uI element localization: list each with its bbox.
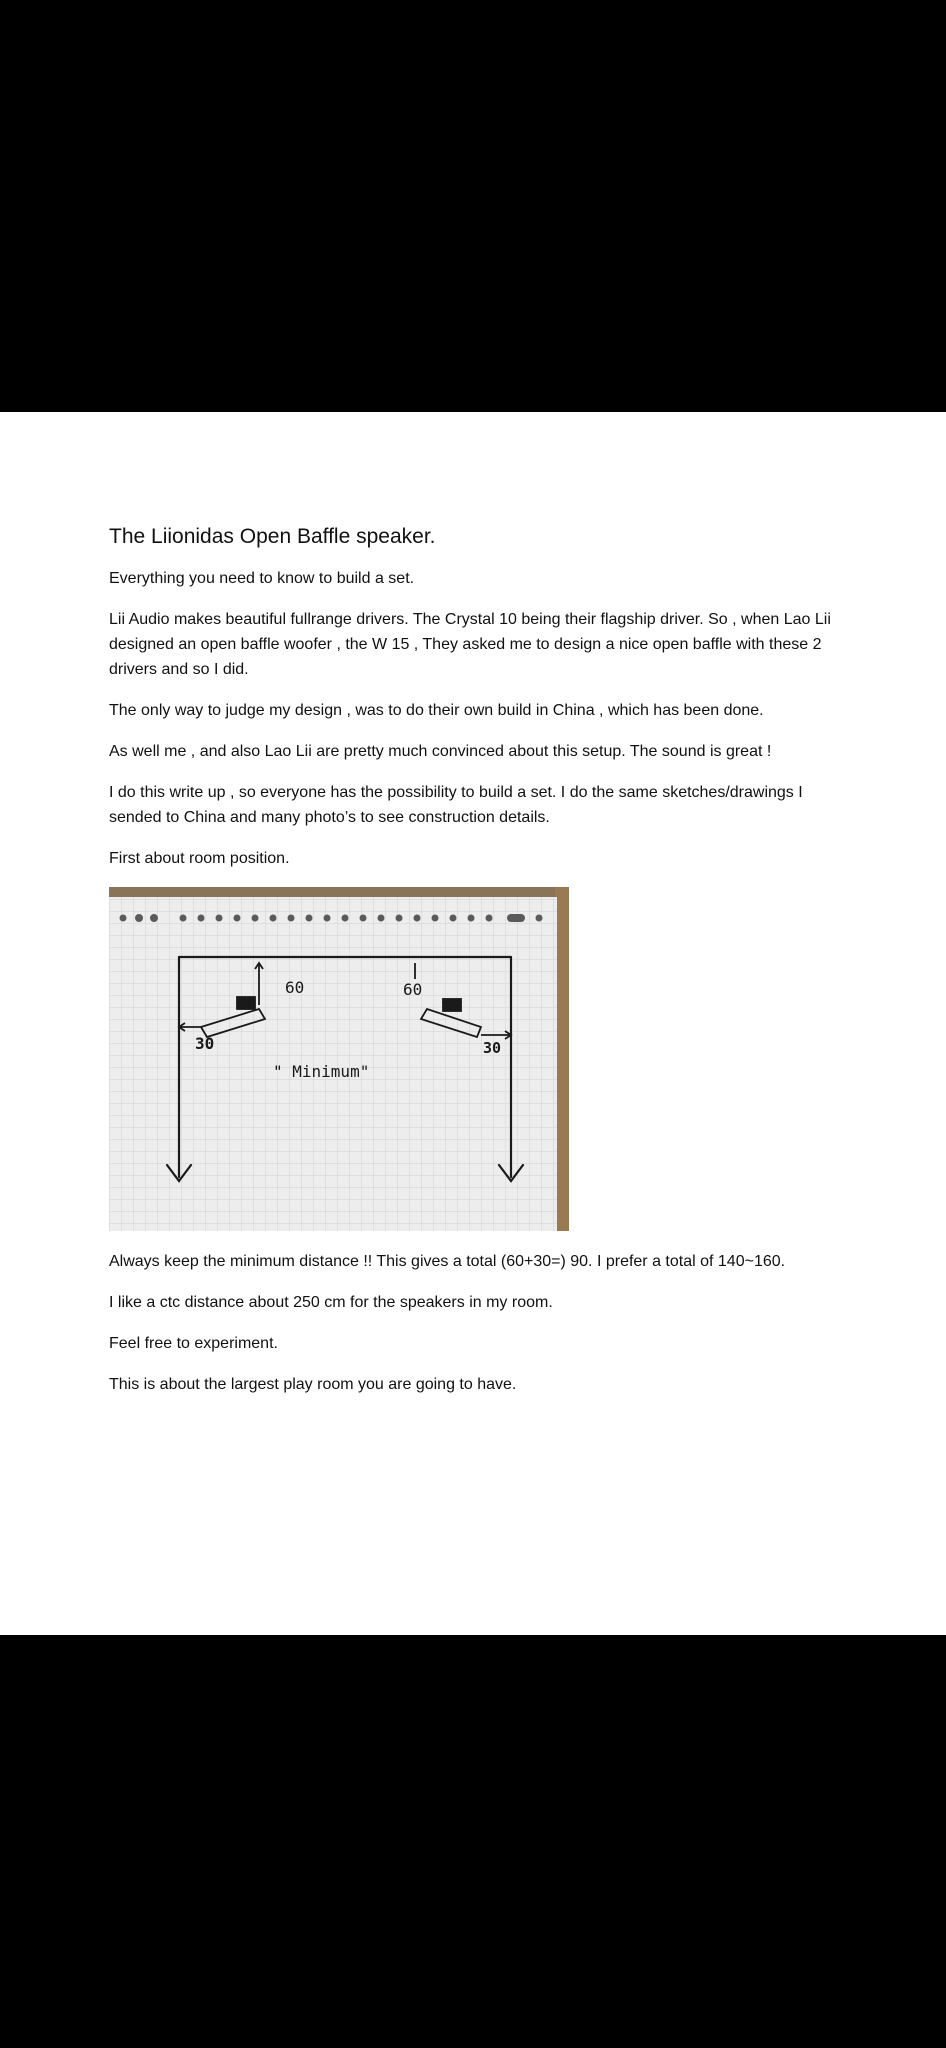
paragraph-room-position: First about room position. <box>109 850 290 867</box>
right-wall-distance-label: 30 <box>483 1039 502 1057</box>
paragraph-minimum-distance: Always keep the minimum distance !! This gives a total (60+30=) 90. I prefer a total of 140~160. <box>109 1253 786 1270</box>
paragraph-experiment: Feel free to experiment. <box>109 1335 278 1352</box>
left-wall-distance-label: 30 <box>195 1034 215 1053</box>
sketch-drawing <box>109 887 569 1231</box>
document-title: The Liionidas Open Baffle speaker. <box>109 525 436 548</box>
paragraph-play-room: This is about the largest play room you are going to have. <box>109 1376 517 1393</box>
document-page <box>0 412 946 1635</box>
paragraph-judge: The only way to judge my design , was to do their own build in China , which has been done. <box>109 702 764 719</box>
paragraph-drivers: Lii Audio makes beautiful fullrange drivers. The Crystal 10 being their flagship driver. So , when Lao Lii designed an open baffle woofer , the W 15 , They asked me to design a nice open baffle with these 2 drivers and so I did. <box>109 611 831 678</box>
left-front-distance-label: 60 <box>285 978 305 997</box>
room-position-sketch <box>109 887 569 1231</box>
document-content <box>109 524 849 1413</box>
paragraph-ctc-distance: I like a ctc distance about 250 cm for the speakers in my room. <box>109 1294 553 1311</box>
paragraph-intro: Everything you need to know to build a set. <box>109 570 415 587</box>
paragraph-writeup: I do this write up , so everyone has the possibility to build a set. I do the same sketches/drawings I sended to China and many photo’s to see construction details. <box>109 784 803 826</box>
right-front-distance-label: 60 <box>403 980 423 999</box>
minimum-caption: " Minimum" <box>273 1062 370 1081</box>
paragraph-convinced: As well me , and also Lao Lii are pretty much convinced about this setup. The sound is great ! <box>109 743 772 760</box>
